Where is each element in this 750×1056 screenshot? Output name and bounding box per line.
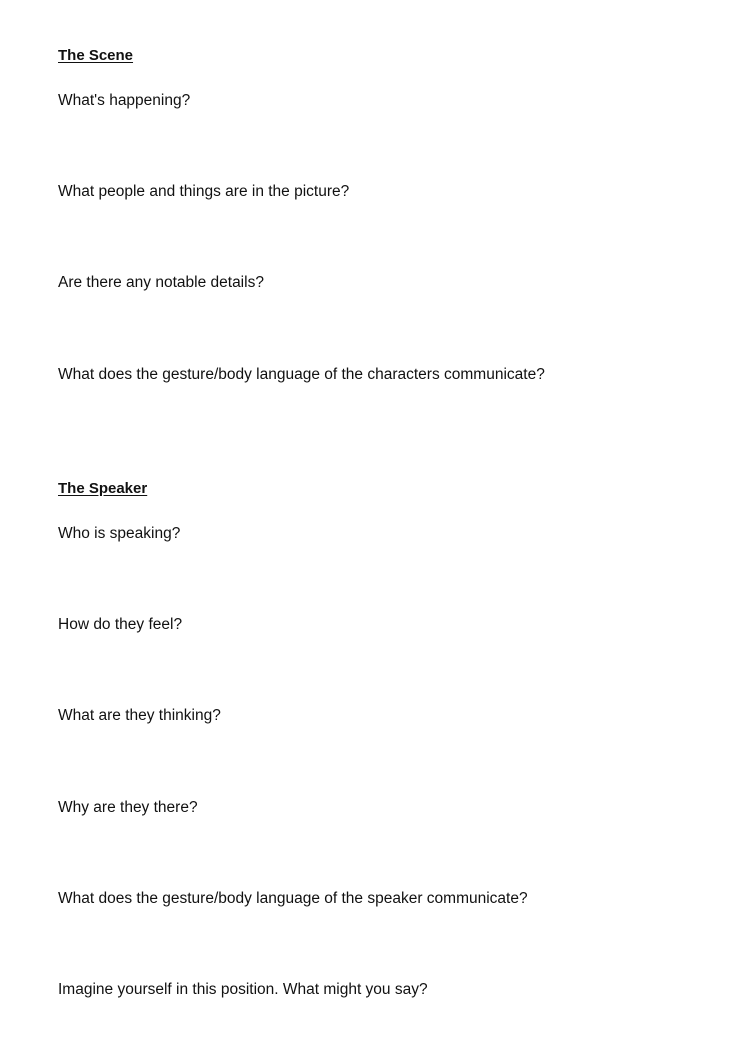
question-how-they-feel: How do they feel?: [58, 616, 183, 633]
question-people-and-things: What people and things are in the picture?: [58, 183, 350, 200]
section-heading-speaker: The Speaker: [58, 480, 148, 497]
question-whats-happening: What's happening?: [58, 92, 191, 109]
question-imagine-yourself: Imagine yourself in this position. What might you say?: [58, 981, 428, 998]
question-why-there: Why are they there?: [58, 799, 198, 816]
question-speaker-body-language: What does the gesture/body language of the speaker communicate?: [58, 890, 528, 907]
question-what-thinking: What are they thinking?: [58, 707, 221, 724]
question-characters-body-language: What does the gesture/body language of the characters communicate?: [58, 366, 545, 383]
section-heading-scene: The Scene: [58, 47, 134, 64]
question-who-is-speaking: Who is speaking?: [58, 525, 181, 542]
question-notable-details: Are there any notable details?: [58, 274, 264, 291]
